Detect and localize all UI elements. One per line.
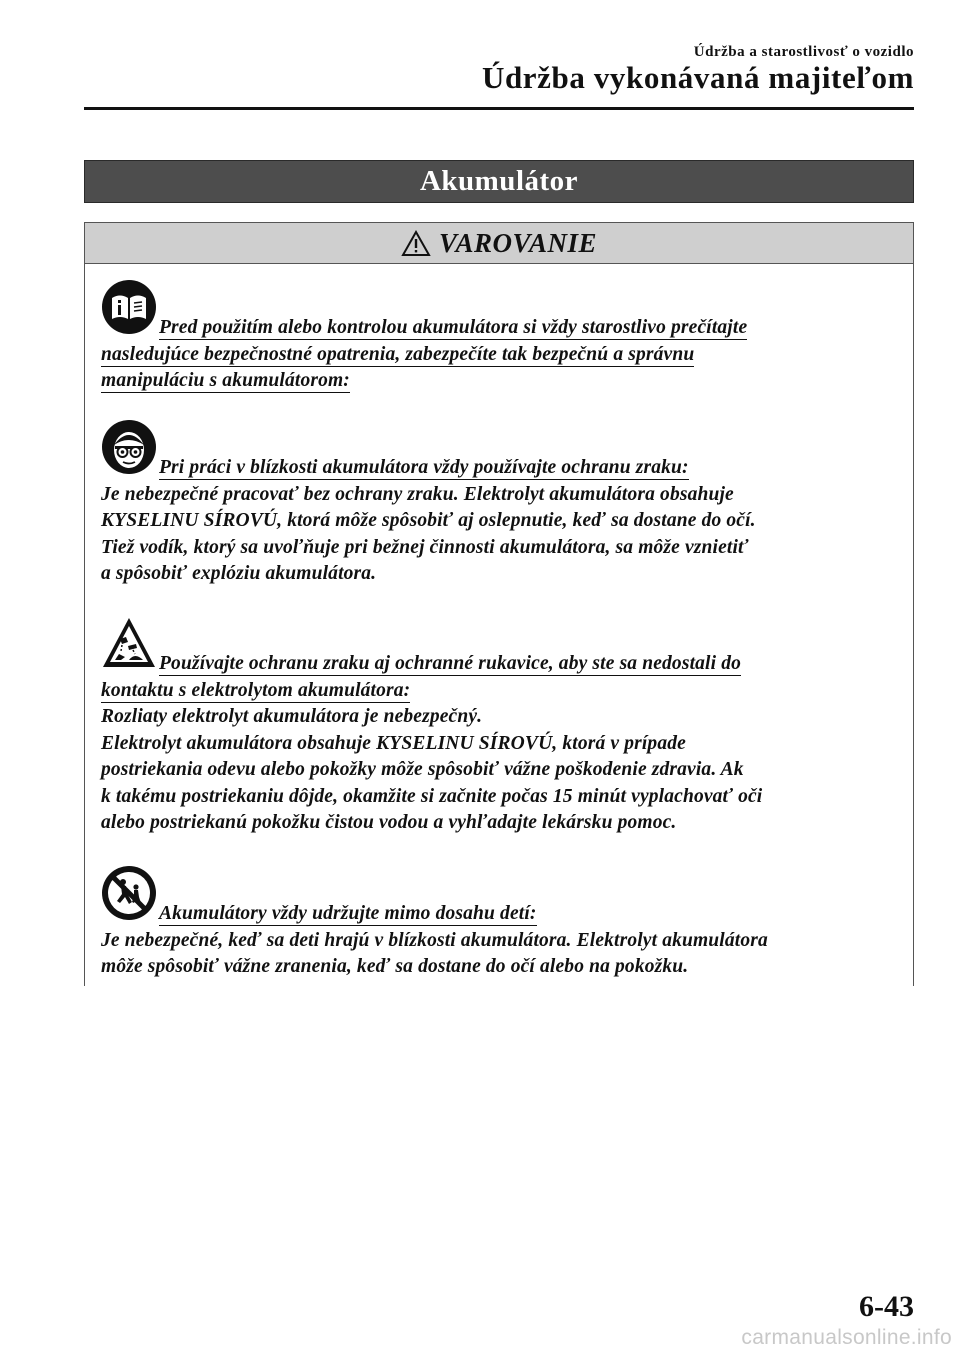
warning-header: [85, 223, 913, 264]
heading-line: kontaktu s elektrolytom akumulátora:: [101, 679, 411, 701]
body-line: KYSELINU SÍROVÚ, ktorá môže spôsobiť aj oslepnutie, keď sa dostane do očí.: [101, 510, 756, 531]
warning-item: [101, 615, 899, 837]
warning-item: [101, 419, 899, 588]
heading-line: manipuláciu s akumulátorom:: [101, 370, 350, 391]
running-header-chapter: Údržba vykonávaná majiteľom: [481, 60, 914, 95]
corrosive-hazard-icon: [101, 615, 157, 671]
warning-item: [101, 865, 899, 981]
page-number: 6-43: [859, 1290, 914, 1323]
heading-line: Akumulátory vždy udržujte mimo dosahu detí:: [159, 903, 537, 924]
section-title: Akumulátor: [84, 160, 914, 203]
heading-line: Pred použitím alebo kontrolou akumulátora si vždy starostlivo prečítajte: [159, 317, 748, 338]
keep-away-from-children-icon: [101, 865, 157, 921]
watermark: carmanualsonline.info: [741, 1326, 952, 1349]
running-header-section: Údržba a starostlivosť o vozidlo: [693, 44, 914, 60]
body-line: k takému postriekaniu dôjde, okamžite si začnite počas 15 minút vyplachovať oči: [101, 785, 763, 807]
body-line: Tiež vodík, ktorý sa uvoľňuje pri bežnej činnosti akumulátora, sa môže vznietiť: [101, 536, 749, 558]
warning-triangle-icon: [401, 230, 431, 257]
eye-protection-icon: [101, 419, 157, 475]
body-line: Elektrolyt akumulátora obsahuje KYSELINU SÍROVÚ, ktorá v prípade: [101, 732, 686, 754]
body-line: môže spôsobiť vážne zranenia, keď sa dostane do očí alebo na pokožku.: [101, 956, 689, 977]
body-line: Je nebezpečné pracovať bez ochrany zraku. Elektrolyt akumulátora obsahuje: [101, 483, 734, 505]
body-line: a spôsobiť explóziu akumulátora.: [101, 563, 377, 584]
header-rule: [84, 107, 914, 110]
body-line: postriekania odevu alebo pokožky môže spôsobiť vážne poškodenie zdravia. Ak: [101, 759, 744, 780]
body-line: Je nebezpečné, keď sa deti hrajú v blízkosti akumulátora. Elektrolyt akumulátora: [101, 929, 768, 951]
heading-line: nasledujúce bezpečnostné opatrenia, zabezpečíte tak bezpečnú a správnu: [101, 343, 695, 365]
read-manual-icon: [101, 279, 157, 335]
heading-line: Používajte ochranu zraku aj ochranné rukavice, aby ste sa nedostali do: [159, 653, 741, 674]
warning-title: VAROVANIE: [438, 227, 598, 258]
heading-line: Pri práci v blízkosti akumulátora vždy používajte ochranu zraku:: [159, 457, 689, 478]
warning-item: [101, 279, 899, 395]
warning-box: [84, 222, 914, 986]
body-line: Rozliaty elektrolyt akumulátora je nebezpečný.: [101, 706, 483, 727]
body-line: alebo postriekanú pokožku čistou vodou a vyhľadajte lekársku pomoc.: [101, 812, 677, 833]
